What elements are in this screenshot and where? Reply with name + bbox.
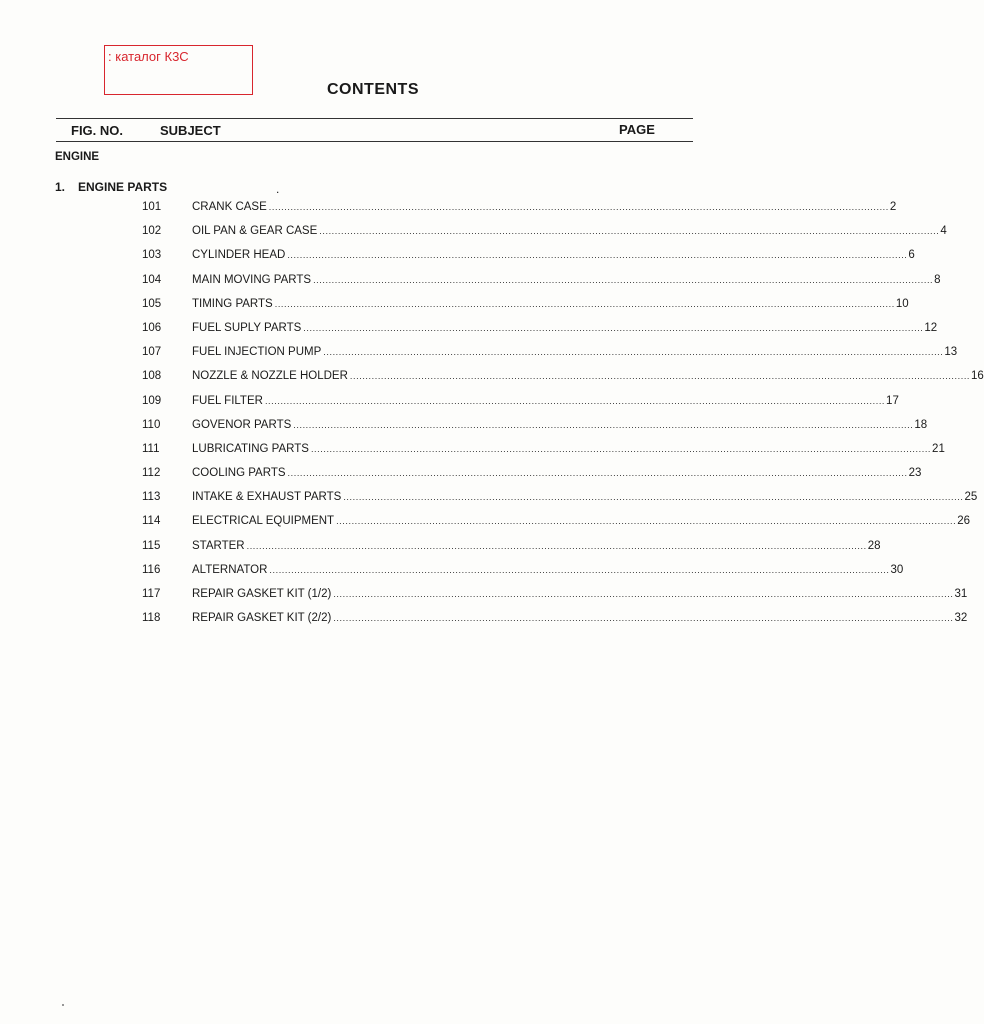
- dot-leader: ........................................................................................................................................................................................................: [287, 250, 908, 261]
- header-fig-no: FIG. NO.: [71, 123, 123, 138]
- entry-subject: STARTER: [192, 539, 245, 552]
- scan-speck: [62, 1004, 64, 1006]
- list-item: [0, 464, 922, 488]
- entry-subject: ELECTRICAL EQUIPMENT: [192, 515, 335, 528]
- entry-line: [192, 297, 909, 310]
- entry-fig-no: 109: [142, 394, 162, 407]
- list-item: [0, 222, 947, 246]
- header-top-rule: [56, 118, 693, 119]
- entry-page: 28: [867, 539, 881, 552]
- entry-line: [192, 539, 881, 552]
- list-item: [0, 367, 984, 391]
- entry-page: 16: [971, 370, 984, 383]
- entry-line: [192, 563, 904, 576]
- list-item: [0, 585, 968, 609]
- dot-leader: ........................................................................................................................................................................................................: [349, 371, 971, 382]
- dot-leader: ........................................................................................................................................................................................................: [246, 540, 867, 551]
- dot-leader: ........................................................................................................................................................................................................: [319, 226, 940, 237]
- entry-fig-no: 113: [142, 491, 161, 504]
- entry-page: 4: [940, 225, 947, 238]
- entry-fig-no: 118: [142, 612, 161, 625]
- entry-fig-no: 114: [142, 515, 161, 528]
- entry-subject: OIL PAN & GEAR CASE: [192, 225, 318, 238]
- entry-line: [192, 588, 968, 600]
- entry-fig-no: 101: [142, 201, 162, 213]
- group-heading: [55, 180, 167, 194]
- entry-page: 31: [954, 588, 968, 600]
- entry-subject: FUEL INJECTION PUMP: [192, 346, 322, 359]
- stamp-text: : каталог К3С: [108, 49, 189, 64]
- entry-line: [192, 491, 978, 504]
- entry-page: 10: [895, 297, 909, 310]
- list-item: [0, 295, 909, 319]
- entry-fig-no: 111: [142, 442, 160, 455]
- group-label: ENGINE PARTS: [78, 180, 168, 194]
- contents-list: [0, 198, 984, 633]
- entry-line: [192, 442, 945, 455]
- list-item: [0, 537, 881, 561]
- list-item: [0, 561, 904, 585]
- entry-page: 26: [957, 515, 970, 528]
- entry-fig-no: 108: [142, 370, 162, 383]
- dot-leader: ........................................................................................................................................................................................................: [269, 564, 890, 575]
- entry-subject: FUEL FILTER: [192, 394, 263, 407]
- entry-fig-no: 112: [142, 467, 161, 480]
- entry-subject: MAIN MOVING PARTS: [192, 273, 312, 286]
- entry-line: [192, 370, 984, 383]
- page-title: CONTENTS: [327, 81, 419, 98]
- header-page: PAGE: [619, 122, 655, 137]
- entry-page: 21: [932, 442, 945, 455]
- entry-page: 8: [934, 273, 941, 286]
- entry-fig-no: 110: [142, 418, 161, 431]
- header-subject: SUBJECT: [160, 123, 221, 138]
- dot-leader: ........................................................................................................................................................................................................: [313, 274, 934, 285]
- entry-line: [192, 346, 958, 359]
- entry-page: 12: [924, 321, 938, 334]
- entry-subject: INTAKE & EXHAUST PARTS: [192, 491, 342, 504]
- entry-line: [192, 225, 947, 238]
- entry-line: [192, 321, 938, 334]
- entry-page: 32: [954, 612, 968, 625]
- entry-fig-no: 103: [142, 249, 162, 262]
- dot-leader: ........................................................................................................................................................................................................: [293, 419, 914, 430]
- dot-leader: ........................................................................................................................................................................................................: [268, 202, 889, 212]
- entry-subject: REPAIR GASKET KIT (1/2): [192, 588, 332, 600]
- entry-fig-no: 115: [142, 539, 161, 552]
- list-item: [0, 319, 938, 343]
- header-bottom-rule: [56, 141, 693, 142]
- entry-line: [192, 273, 941, 286]
- entry-line: [192, 515, 970, 528]
- entry-subject: REPAIR GASKET KIT (2/2): [192, 612, 332, 625]
- entry-subject: LUBRICATING PARTS: [192, 442, 309, 455]
- entry-line: [192, 201, 897, 213]
- dot-leader: ........................................................................................................................................................................................................: [333, 613, 954, 624]
- list-item: [0, 246, 915, 270]
- entry-line: [192, 249, 915, 262]
- entry-fig-no: 106: [142, 321, 162, 334]
- entry-fig-no: 117: [142, 588, 161, 600]
- entry-line: [192, 394, 899, 407]
- dot-leader: ........................................................................................................................................................................................................: [336, 516, 957, 527]
- list-item: [0, 416, 928, 440]
- entry-page: 6: [908, 249, 915, 262]
- list-item: [0, 488, 978, 512]
- dot-leader: ........................................................................................................................................................................................................: [287, 468, 908, 479]
- entry-subject: CYLINDER HEAD: [192, 249, 286, 262]
- entry-page: 23: [908, 467, 922, 480]
- list-item: [0, 609, 968, 633]
- entry-subject: NOZZLE & NOZZLE HOLDER: [192, 370, 348, 383]
- entry-subject: FUEL SUPLY PARTS: [192, 321, 302, 334]
- entry-subject: COOLING PARTS: [192, 467, 286, 480]
- entry-page: 17: [886, 394, 899, 407]
- list-item: [0, 343, 958, 367]
- entry-page: 18: [914, 418, 928, 431]
- dot-leader: ........................................................................................................................................................................................................: [310, 443, 932, 454]
- group-number: 1.: [55, 180, 66, 194]
- entry-line: [192, 612, 968, 625]
- entry-fig-no: 116: [142, 563, 161, 576]
- list-item: [0, 512, 970, 536]
- entry-subject: GOVENOR PARTS: [192, 418, 292, 431]
- entry-fig-no: 102: [142, 225, 162, 238]
- entry-subject: CRANK CASE: [192, 201, 267, 213]
- entry-page: 25: [964, 491, 978, 504]
- dot-leader: ........................................................................................................................................................................................................: [323, 347, 944, 358]
- list-item: [0, 392, 899, 416]
- dot-leader: ........................................................................................................................................................................................................: [343, 492, 964, 503]
- entry-subject: ALTERNATOR: [192, 563, 268, 576]
- list-item: [0, 198, 897, 222]
- dot-leader: ........................................................................................................................................................................................................: [274, 298, 895, 309]
- list-item: [0, 440, 945, 464]
- dot-leader: ........................................................................................................................................................................................................: [264, 395, 886, 406]
- entry-page: 13: [944, 346, 958, 359]
- entry-fig-no: 104: [142, 273, 162, 286]
- list-item: [0, 271, 941, 295]
- dot-leader: ........................................................................................................................................................................................................: [303, 322, 924, 333]
- entry-line: [192, 467, 922, 480]
- entry-page: 30: [890, 563, 904, 576]
- entry-subject: TIMING PARTS: [192, 297, 273, 310]
- section-heading: ENGINE: [55, 151, 100, 163]
- entry-page: 2: [889, 201, 897, 213]
- entry-fig-no: 107: [142, 346, 162, 359]
- entry-line: [192, 418, 928, 431]
- entry-fig-no: 105: [142, 297, 162, 310]
- stray-dot: .: [276, 182, 280, 196]
- dot-leader: ........................................................................................................................................................................................................: [333, 589, 954, 599]
